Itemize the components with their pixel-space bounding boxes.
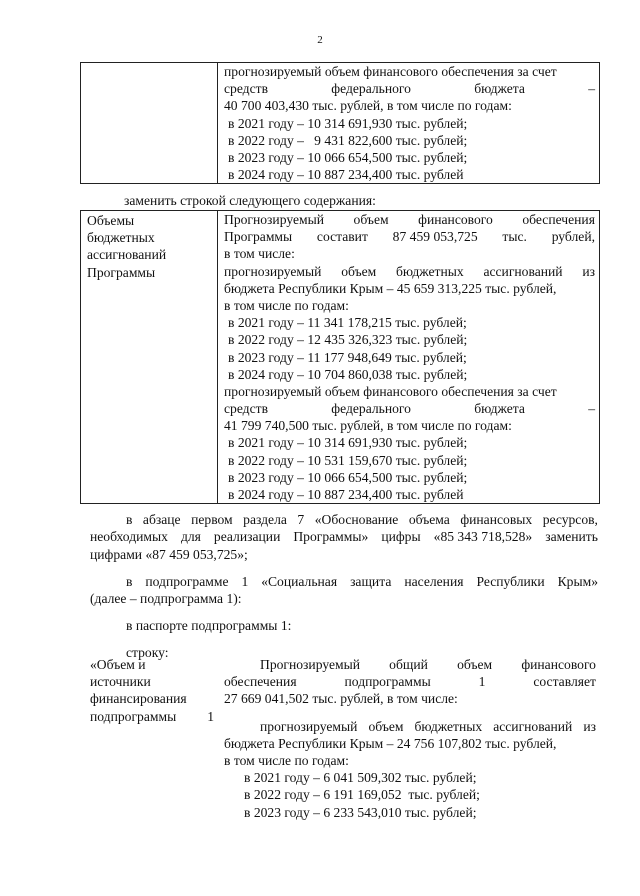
text-line: бюджета Республики Крым – 45 659 313,225 тыс. рублей, — [224, 280, 557, 296]
word: Программы — [224, 229, 293, 245]
word: защита — [350, 574, 392, 589]
word: бюджета — [474, 81, 525, 97]
word: ассигнований — [493, 718, 573, 734]
word: общий — [389, 657, 428, 672]
word: объема — [408, 512, 450, 527]
word: Программы» — [293, 529, 369, 545]
text-line: в 2021 году – 11 341 178,215 тыс. рублей; — [228, 315, 467, 331]
paragraph-section-7 — [90, 511, 598, 563]
page-number: 2 — [317, 34, 323, 46]
word: в — [126, 512, 133, 527]
word: – — [588, 401, 595, 417]
word: обеспечения — [224, 674, 297, 690]
word: бюджетных — [396, 263, 464, 279]
text-line: в 2023 году – 6 233 543,010 тыс. рублей; — [244, 804, 477, 820]
word: прогнозируемый — [224, 263, 322, 279]
text-line: бюджетных — [87, 230, 155, 246]
text-line: в 2022 году – 12 435 326,323 тыс. рублей; — [228, 332, 468, 348]
word: Крым» — [557, 574, 598, 589]
text-line: в 2023 году – 11 177 948,649 тыс. рублей; — [228, 349, 467, 365]
word: Прогнозируемый — [260, 657, 360, 672]
word: Прогнозируемый — [224, 212, 324, 227]
text-line: бюджета Республики Крым – 24 756 107,802 тыс. рублей, — [224, 735, 557, 751]
word: федерального — [331, 81, 411, 97]
text-line — [224, 211, 595, 228]
word: населения — [404, 574, 464, 589]
word: финансового — [521, 657, 596, 672]
text-line: в 2023 году – 10 066 654,500 тыс. рублей; — [228, 469, 468, 485]
word: обеспечения — [522, 212, 595, 227]
word: бюджета — [474, 401, 525, 417]
word: объем — [353, 212, 389, 227]
paragraph-passport: в паспорте подпрограммы 1: — [126, 618, 292, 633]
word: реализации — [213, 529, 281, 545]
old-table-right-cell — [218, 63, 600, 184]
word: бюджетных — [414, 718, 483, 734]
word: из — [582, 263, 595, 279]
text-line: 27 669 041,502 тыс. рублей, в том числе: — [224, 691, 458, 707]
word: составит — [316, 229, 368, 245]
text-line: в том числе: — [224, 246, 295, 262]
old-funding-table — [80, 62, 600, 184]
word: раздела — [243, 512, 287, 527]
text-line — [224, 263, 595, 280]
text-line — [90, 528, 598, 545]
text-block — [224, 656, 596, 708]
text-line: в 2021 году – 10 314 691,930 тыс. рублей; — [228, 115, 468, 131]
word: рублей, — [551, 229, 595, 245]
text-line: в 2022 году – 6 191 169,052 тыс. рублей; — [244, 787, 480, 803]
word: 1 — [478, 674, 486, 690]
word: ресурсов, — [542, 512, 598, 527]
text-line: прогнозируемый объем финансового обеспечения за счет — [224, 383, 557, 399]
text-line: Объемы — [87, 213, 135, 228]
text-line: в 2024 году – 10 887 234,400 тыс. рублей — [228, 167, 464, 183]
word: федерального — [331, 401, 411, 417]
subprogram-right-column — [224, 656, 596, 821]
text-line: в 2022 году – 10 531 159,670 тыс. рублей; — [228, 452, 468, 468]
word: прогнозируемый — [260, 718, 358, 734]
word: финансовых — [460, 512, 533, 527]
word: заменить — [545, 529, 598, 545]
new-table-left-cell — [81, 211, 218, 504]
replace-instruction: заменить строкой следующего содержания: — [124, 193, 376, 208]
text-block — [224, 718, 596, 821]
word: средств — [224, 81, 268, 97]
text-line: в 2024 году – 10 887 234,400 тыс. рублей — [228, 487, 464, 502]
text-line — [224, 400, 595, 417]
text-line — [90, 573, 598, 590]
text-line: в 2024 году – 10 704 860,038 тыс. рублей; — [228, 366, 468, 382]
text-line: прогнозируемый объем финансового обеспечения за счет — [224, 64, 557, 79]
word: средств — [224, 401, 268, 417]
text-line: Программы — [87, 264, 156, 280]
word: составляет — [533, 674, 596, 690]
word: «85 343 718,528» — [433, 529, 533, 545]
text-line: ассигнований — [87, 247, 167, 263]
text-line: в 2023 году – 10 066 654,500 тыс. рублей; — [228, 149, 468, 165]
text-line — [90, 511, 598, 528]
text-line: финансирования — [90, 691, 187, 707]
word: первом — [191, 512, 233, 527]
text-line — [224, 80, 595, 97]
word: 7 — [297, 512, 305, 527]
word: в — [126, 574, 133, 589]
word: 87 459 053,725 — [392, 229, 478, 245]
word: – — [588, 81, 595, 97]
word: подпрограммы — [90, 708, 177, 724]
text-line: цифрами «87 459 053,725»; — [90, 546, 248, 562]
text-line: в 2021 году – 6 041 509,302 тыс. рублей; — [244, 770, 477, 786]
word: цифры — [381, 529, 421, 545]
text-line — [90, 708, 214, 725]
new-funding-table — [80, 210, 600, 504]
word: Республики — [476, 574, 545, 589]
word: 1 — [207, 708, 214, 724]
word: абзаце — [142, 512, 181, 527]
word: подпрограммы — [344, 674, 431, 690]
subprogram-left-column — [90, 656, 214, 725]
text-line — [224, 656, 596, 673]
word: финансового — [418, 212, 493, 227]
word: 1 — [241, 574, 249, 589]
text-line — [224, 673, 596, 690]
word: тыс. — [502, 229, 527, 245]
text-block — [224, 211, 595, 503]
word: ассигнований — [483, 263, 563, 279]
word: «Обоснование — [314, 512, 399, 527]
text-line: источники — [90, 674, 151, 690]
word: из — [583, 718, 596, 734]
word: объем — [368, 718, 404, 734]
text-line: 40 700 403,430 тыс. рублей, в том числе по годам: — [224, 98, 512, 114]
word: «Социальная — [261, 574, 338, 589]
text-line — [224, 718, 596, 735]
word: для — [180, 529, 201, 545]
text-line: (далее – подпрограмма 1): — [90, 591, 242, 607]
text-line — [224, 228, 595, 245]
paragraph-row-label: строку: — [126, 645, 169, 660]
paragraph-subprogram-1 — [90, 573, 598, 608]
word: подпрограмме — [145, 574, 229, 589]
new-table-right-cell — [218, 211, 600, 504]
text-block — [224, 63, 595, 183]
word: объем — [457, 657, 493, 672]
text-line: 41 799 740,500 тыс. рублей, в том числе по годам: — [224, 418, 512, 434]
text-line: в том числе по годам: — [224, 297, 349, 313]
old-table-left-cell — [81, 63, 218, 184]
text-line: в том числе по годам: — [224, 752, 349, 768]
text-block — [87, 212, 214, 281]
text-line: в 2022 году – 9 431 822,600 тыс. рублей; — [228, 132, 468, 148]
word: необходимых — [90, 529, 168, 545]
text-line: в 2021 году – 10 314 691,930 тыс. рублей; — [228, 435, 468, 451]
word: объем — [341, 263, 377, 279]
text-line: «Объем и — [90, 657, 146, 672]
